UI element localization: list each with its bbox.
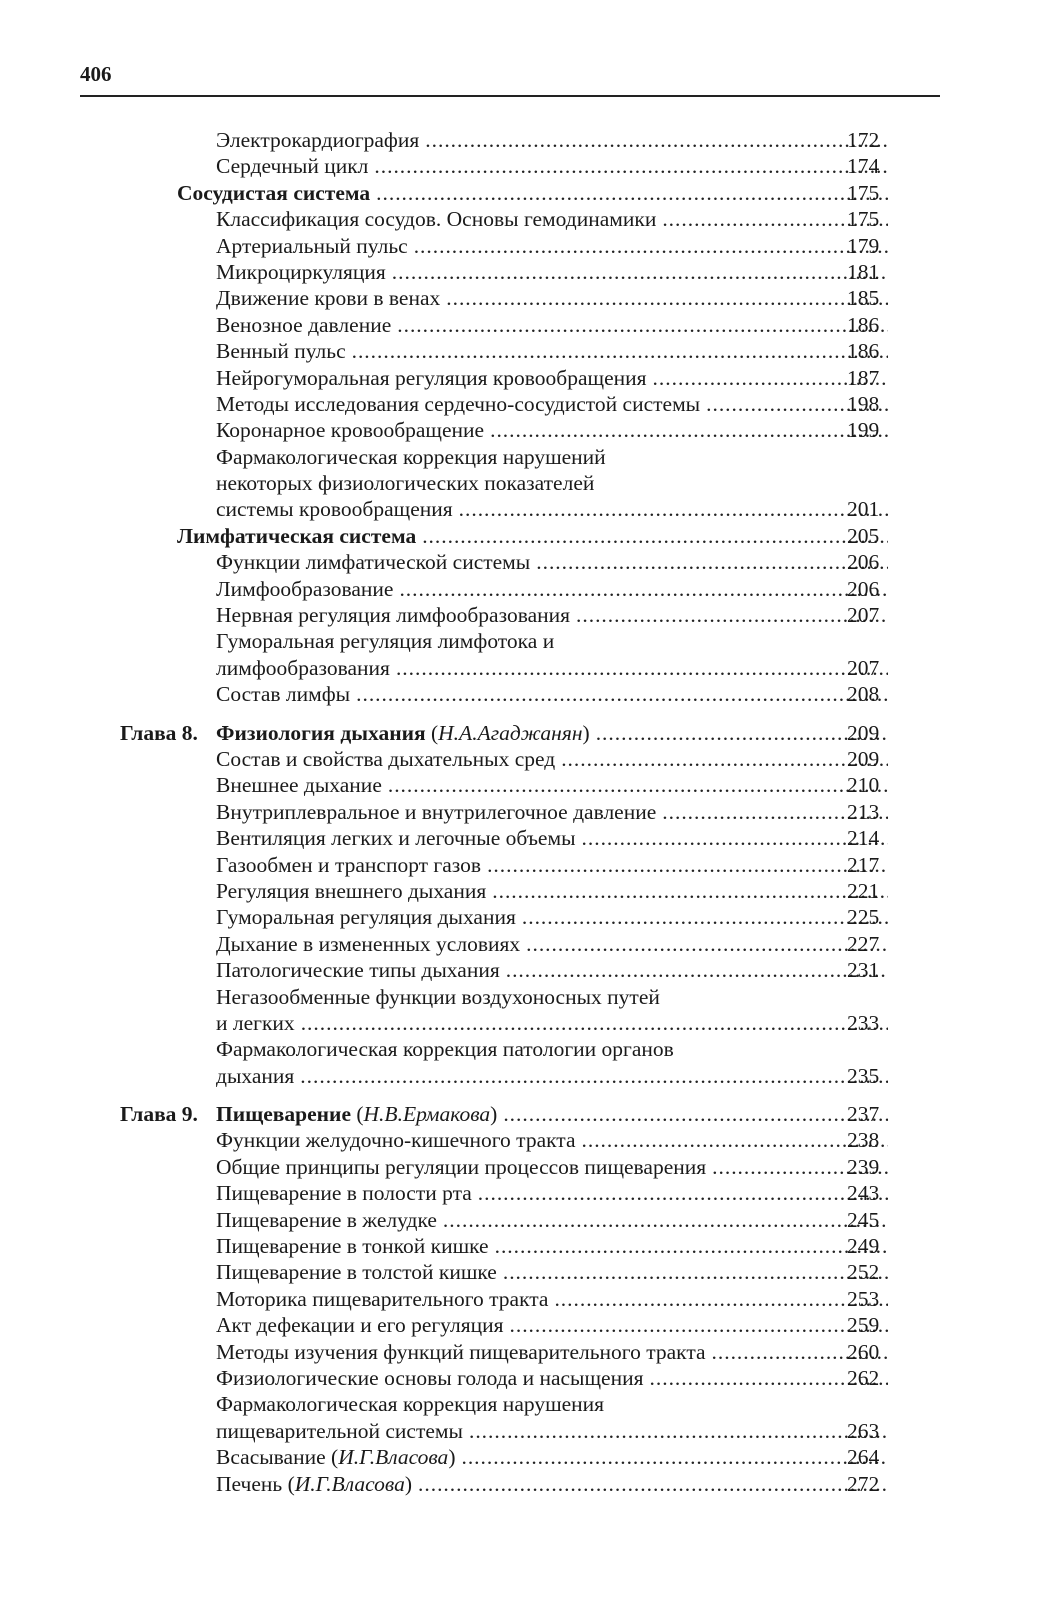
dot-leader — [392, 259, 888, 285]
toc-entry — [0, 1471, 1050, 1497]
dot-leader — [374, 153, 888, 179]
dot-leader — [503, 1259, 888, 1285]
entry-page-number: 210 — [847, 773, 880, 798]
toc-entry — [0, 338, 1050, 364]
entry-title: Функции лимфатической системы — [216, 550, 531, 575]
entry-title: Дыхание в измененных условиях — [216, 931, 521, 956]
entry-page-number: 237 — [847, 1102, 880, 1127]
toc-entry — [0, 1365, 1050, 1391]
entry-title: и легких — [216, 1010, 295, 1035]
table-of-contents — [0, 127, 1050, 1497]
entry-page-number: 186 — [847, 312, 880, 337]
entry-title: Фармакологическая коррекция нарушения — [216, 1392, 605, 1417]
toc-entry — [0, 655, 1050, 681]
entry-title: Всасывание (И.Г.Власова) — [216, 1445, 456, 1470]
dot-leader — [487, 852, 888, 878]
toc-entry — [0, 496, 1050, 522]
dot-leader — [554, 1286, 888, 1312]
entry-title: Движение крови в венах — [216, 286, 441, 311]
entry-title: Печень (И.Г.Власова) — [216, 1471, 413, 1496]
entry-title: Пищеварение в тонкой кишке — [216, 1234, 489, 1259]
entry-title: Общие принципы регуляции процессов пищеварения — [216, 1154, 707, 1179]
entry-title: Акт дефекации и его регуляция — [216, 1313, 504, 1338]
dot-leader — [582, 1127, 889, 1153]
toc-entry — [0, 127, 1050, 153]
toc-entry — [0, 1010, 1050, 1036]
dot-leader — [596, 720, 888, 746]
entry-title: Вентиляция легких и легочные объемы — [216, 826, 576, 851]
entry-page-number: 207 — [847, 655, 880, 680]
entry-page-number: 252 — [847, 1260, 880, 1285]
entry-title: Пищеварение (Н.В.Ермакова) — [216, 1102, 498, 1127]
toc-entry — [0, 285, 1050, 311]
entry-page-number: 231 — [847, 958, 880, 983]
entry-page-number: 206 — [847, 576, 880, 601]
entry-page-number: 235 — [847, 1063, 880, 1088]
entry-title: Внутриплевральное и внутрилегочное давление — [216, 799, 657, 824]
entry-title: Фармакологическая коррекция нарушений — [216, 444, 606, 469]
dot-leader — [396, 655, 888, 681]
toc-entry — [0, 206, 1050, 232]
entry-page-number: 239 — [847, 1154, 880, 1179]
toc-entry — [0, 391, 1050, 417]
dot-leader — [352, 338, 888, 364]
entry-page-number: 260 — [847, 1339, 880, 1364]
entry-author: Н.В.Ермакова — [363, 1102, 491, 1127]
toc-entry — [0, 681, 1050, 707]
dot-leader — [503, 1101, 888, 1127]
entry-title: Сердечный цикл — [216, 154, 369, 179]
entry-page-number: 172 — [847, 128, 880, 152]
toc-entry — [0, 470, 1050, 496]
toc-entry — [0, 180, 1050, 206]
dot-leader — [397, 312, 888, 338]
toc-entry — [0, 1339, 1050, 1365]
entry-title: Гуморальная регуляция дыхания — [216, 905, 516, 930]
entry-title: Внешнее дыхание — [216, 773, 382, 798]
toc-entry — [0, 1259, 1050, 1285]
dot-leader — [461, 1444, 888, 1470]
toc-entry — [0, 153, 1050, 179]
toc-entry — [0, 825, 1050, 851]
entry-page-number: 208 — [847, 682, 880, 707]
entry-page-number: 262 — [847, 1365, 880, 1390]
toc-entry — [0, 549, 1050, 575]
entry-title: Состав лимфы — [216, 682, 351, 707]
toc-entry — [0, 602, 1050, 628]
entry-page-number: 264 — [847, 1445, 880, 1470]
entry-title: Микроциркуляция — [216, 259, 386, 284]
toc-entry — [0, 852, 1050, 878]
dot-leader — [478, 1180, 888, 1206]
entry-title: Состав и свойства дыхательных сред — [216, 746, 556, 771]
entry-page-number: 243 — [847, 1181, 880, 1206]
header-rule — [80, 95, 940, 97]
toc-chapter-entry — [0, 1101, 1050, 1127]
dot-leader — [414, 233, 888, 259]
entry-title: Электрокардиография — [216, 128, 420, 152]
toc-entry — [0, 417, 1050, 443]
toc-entry — [0, 1391, 1050, 1417]
dot-leader — [469, 1418, 888, 1444]
entry-page-number: 205 — [847, 523, 880, 548]
entry-title: Нервная регуляция лимфообразования — [216, 603, 571, 628]
entry-page-number: 213 — [847, 799, 880, 824]
toc-entry — [0, 746, 1050, 772]
entry-page-number: 245 — [847, 1207, 880, 1232]
entry-page-number: 233 — [847, 1010, 880, 1035]
entry-page-number: 175 — [847, 207, 880, 232]
toc-entry — [0, 365, 1050, 391]
dot-leader — [490, 417, 888, 443]
dot-leader — [418, 1471, 888, 1497]
entry-page-number: 174 — [847, 154, 880, 179]
entry-page-number: 272 — [847, 1471, 880, 1496]
entry-page-number: 249 — [847, 1234, 880, 1259]
toc-entry — [0, 259, 1050, 285]
dot-leader — [459, 496, 888, 522]
dot-leader — [446, 285, 888, 311]
entry-title: некоторых физиологических показателей — [216, 471, 595, 496]
entry-title: Классификация сосудов. Основы гемодинамики — [216, 207, 657, 232]
dot-leader — [561, 746, 888, 772]
dot-leader — [301, 1010, 888, 1036]
entry-page-number: 199 — [847, 418, 880, 443]
toc-entry — [0, 878, 1050, 904]
dot-leader — [510, 1312, 889, 1338]
entry-page-number: 238 — [847, 1128, 880, 1153]
dot-leader — [422, 523, 888, 549]
entry-page-number: 227 — [847, 931, 880, 956]
dot-leader — [399, 576, 888, 602]
toc-entry — [0, 1444, 1050, 1470]
dot-leader — [495, 1233, 888, 1259]
toc-entry — [0, 523, 1050, 549]
entry-author: И.Г.Власова — [294, 1471, 405, 1496]
chapter-label: Глава 9. — [120, 1102, 198, 1127]
toc-entry — [0, 1418, 1050, 1444]
entry-page-number: 198 — [847, 391, 880, 416]
toc-chapter-entry — [0, 720, 1050, 746]
toc-entry — [0, 1154, 1050, 1180]
entry-page-number: 209 — [847, 746, 880, 771]
toc-entry — [0, 1180, 1050, 1206]
entry-title: Венозное давление — [216, 312, 392, 337]
entry-title: Коронарное кровообращение — [216, 418, 485, 443]
dot-leader — [300, 1063, 888, 1089]
entry-title: Функции желудочно-кишечного тракта — [216, 1128, 576, 1153]
toc-entry — [0, 1127, 1050, 1153]
toc-entry — [0, 931, 1050, 957]
toc-entry — [0, 1063, 1050, 1089]
entry-title: Лимфообразование — [216, 576, 394, 601]
entry-page-number: 263 — [847, 1418, 880, 1443]
entry-page-number: 186 — [847, 339, 880, 364]
toc-entry — [0, 984, 1050, 1010]
entry-page-number: 259 — [847, 1313, 880, 1338]
entry-page-number: 207 — [847, 603, 880, 628]
entry-page-number: 179 — [847, 233, 880, 258]
toc-entry — [0, 1312, 1050, 1338]
entry-title: Методы изучения функций пищеварительного тракта — [216, 1339, 706, 1364]
toc-entry — [0, 1286, 1050, 1312]
entry-page-number: 201 — [847, 497, 880, 522]
entry-title: Методы исследования сердечно-сосудистой системы — [216, 391, 701, 416]
entry-title: Пищеварение в желудке — [216, 1207, 437, 1232]
entry-author: Н.А.Агаджанян — [438, 720, 583, 745]
dot-leader — [376, 180, 888, 206]
entry-page-number: 175 — [847, 180, 880, 205]
entry-title: Физиология дыхания (Н.А.Агаджанян) — [216, 720, 590, 745]
dot-leader — [536, 549, 888, 575]
entry-title: Фармакологическая коррекция патологии органов — [216, 1037, 674, 1062]
entry-title: Газообмен и транспорт газов — [216, 852, 482, 877]
dot-leader — [443, 1207, 888, 1233]
toc-entry — [0, 628, 1050, 654]
entry-title: системы кровообращения — [216, 497, 453, 522]
toc-entry — [0, 444, 1050, 470]
entry-page-number: 214 — [847, 826, 880, 851]
entry-title: Лимфатическая система — [177, 523, 417, 548]
dot-leader — [522, 904, 888, 930]
entry-title: дыхания — [216, 1063, 295, 1088]
entry-title: Венный пульс — [216, 339, 346, 364]
entry-title: Патологические типы дыхания — [216, 958, 500, 983]
entry-page-number: 221 — [847, 878, 880, 903]
entry-title: Артериальный пульс — [216, 233, 408, 258]
entry-page-number: 225 — [847, 905, 880, 930]
entry-title: Моторика пищеварительного тракта — [216, 1286, 549, 1311]
dot-leader — [582, 825, 888, 851]
dot-leader — [425, 127, 888, 153]
entry-title: Негазообменные функции воздухоносных путей — [216, 984, 660, 1009]
toc-entry — [0, 904, 1050, 930]
entry-title: Гуморальная регуляция лимфотока и — [216, 629, 555, 654]
dot-leader — [526, 931, 888, 957]
chapter-label: Глава 8. — [120, 720, 198, 745]
toc-entry — [0, 1207, 1050, 1233]
toc-entry — [0, 312, 1050, 338]
toc-entry — [0, 799, 1050, 825]
entry-title: Сосудистая система — [177, 180, 371, 205]
entry-page-number: 206 — [847, 550, 880, 575]
dot-leader — [356, 681, 888, 707]
entry-page-number: 185 — [847, 286, 880, 311]
toc-entry — [0, 233, 1050, 259]
toc-entry — [0, 576, 1050, 602]
entry-author: И.Г.Власова — [338, 1445, 449, 1470]
entry-title: Пищеварение в полости рта — [216, 1181, 472, 1206]
entry-page-number: 217 — [847, 852, 880, 877]
toc-entry — [0, 1233, 1050, 1259]
entry-page-number: 209 — [847, 720, 880, 745]
entry-title: пищеварительной системы — [216, 1418, 463, 1443]
toc-entry — [0, 1036, 1050, 1062]
dot-leader — [576, 602, 888, 628]
page-number: 406 — [80, 62, 112, 86]
entry-title: Регуляция внешнего дыхания — [216, 878, 487, 903]
entry-title: Пищеварение в толстой кишке — [216, 1260, 497, 1285]
dot-leader — [388, 772, 888, 798]
entry-title: лимфообразования — [216, 655, 390, 680]
entry-page-number: 187 — [847, 365, 880, 390]
entry-page-number: 181 — [847, 259, 880, 284]
dot-leader — [506, 957, 888, 983]
dot-leader — [492, 878, 888, 904]
toc-entry — [0, 772, 1050, 798]
entry-page-number: 253 — [847, 1286, 880, 1311]
toc-entry — [0, 957, 1050, 983]
entry-title: Физиологические основы голода и насыщения — [216, 1365, 644, 1390]
entry-title: Нейрогуморальная регуляция кровообращения — [216, 365, 647, 390]
